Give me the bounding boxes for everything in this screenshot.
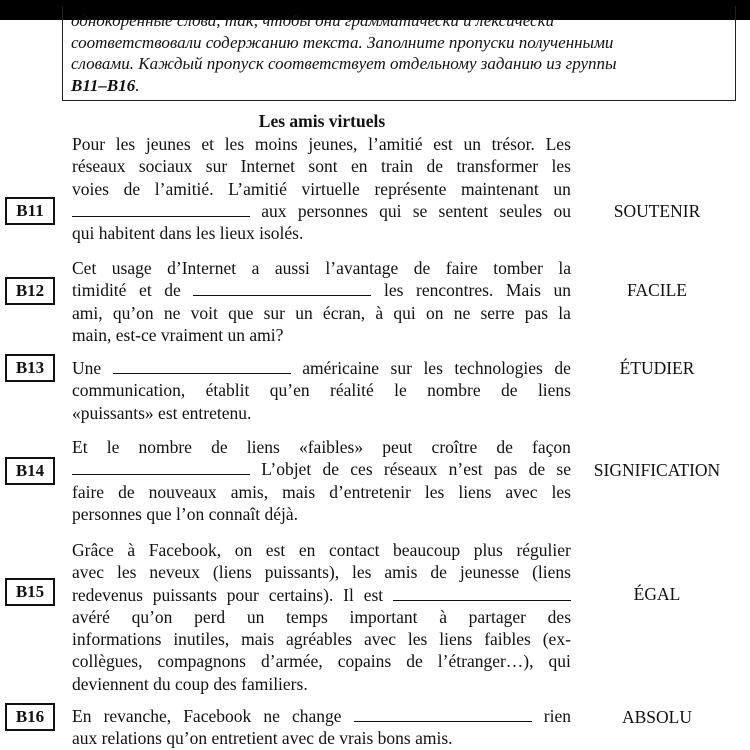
word: voit bbox=[190, 302, 218, 323]
text-line bbox=[72, 727, 571, 749]
word: plus bbox=[473, 540, 503, 560]
task-range: B11–B16 bbox=[71, 75, 136, 95]
word: on bbox=[426, 302, 444, 323]
word: rien bbox=[543, 706, 571, 726]
word: tomber bbox=[493, 258, 543, 278]
word: Facebook bbox=[183, 706, 252, 726]
word: Facebook, bbox=[148, 540, 222, 560]
word: de bbox=[528, 459, 546, 480]
word: contact bbox=[328, 540, 380, 560]
word: de bbox=[211, 437, 228, 457]
instructions-line-1: однокоренные слова, так, чтобы они грамматически и лексически bbox=[71, 11, 555, 30]
word: ne bbox=[453, 302, 471, 323]
word: sur bbox=[390, 358, 412, 378]
word: de bbox=[413, 258, 431, 278]
word: à bbox=[375, 302, 384, 323]
instructions-line-4 bbox=[71, 75, 727, 97]
text-line bbox=[72, 436, 571, 458]
word: Et bbox=[72, 437, 88, 457]
word: et bbox=[139, 280, 152, 301]
word: les bbox=[551, 156, 571, 177]
word: qui bbox=[379, 200, 402, 221]
text-line bbox=[72, 458, 571, 480]
answer-blank-b15[interactable] bbox=[393, 584, 571, 601]
text-line bbox=[72, 279, 571, 301]
word: temps bbox=[286, 606, 328, 627]
text-title: Les amis virtuels bbox=[258, 111, 386, 131]
word: voies bbox=[72, 178, 109, 199]
text-line bbox=[72, 628, 571, 650]
word: redevenus bbox=[72, 584, 143, 605]
instructions-box bbox=[62, 6, 736, 101]
word: les bbox=[423, 358, 443, 378]
task-code-label: B11 bbox=[5, 197, 55, 225]
word: certains). bbox=[268, 584, 334, 605]
word: Cet bbox=[72, 258, 97, 278]
word: «puissants» est entretenu. bbox=[72, 402, 252, 423]
word: américaine bbox=[302, 358, 379, 378]
word: sont bbox=[308, 156, 338, 177]
word: de bbox=[501, 380, 518, 401]
word: pour bbox=[226, 584, 259, 605]
word: liens bbox=[458, 481, 492, 502]
word: faibles bbox=[484, 629, 531, 650]
word: est bbox=[433, 134, 453, 154]
word: inutiles, bbox=[173, 629, 230, 650]
word: nombre bbox=[138, 437, 192, 457]
word: seules bbox=[499, 200, 543, 221]
answer-blank-b11[interactable] bbox=[72, 200, 250, 217]
word: jeunes bbox=[145, 134, 191, 154]
word: façon bbox=[532, 437, 571, 457]
word: aux relations qu’on entretient avec de vrais bons amis. bbox=[72, 728, 453, 749]
text-line bbox=[72, 539, 571, 561]
word: Internet bbox=[240, 156, 295, 177]
word: ces bbox=[350, 459, 373, 480]
word: a bbox=[251, 258, 260, 278]
word: nombre bbox=[427, 380, 481, 401]
word: liens bbox=[537, 380, 571, 401]
word: est bbox=[265, 540, 286, 560]
text-line bbox=[72, 155, 571, 177]
word: (ex- bbox=[542, 629, 571, 650]
word: régulier bbox=[516, 540, 571, 560]
word: faire bbox=[72, 481, 105, 502]
word: réseaux bbox=[383, 459, 438, 480]
word: avec bbox=[72, 562, 105, 583]
word: aussi bbox=[274, 258, 310, 278]
word: L’amitié bbox=[228, 178, 287, 199]
text-line bbox=[72, 402, 571, 424]
word: revanche, bbox=[103, 706, 172, 726]
word: représente bbox=[374, 178, 447, 199]
word: se bbox=[556, 459, 571, 480]
word: pas bbox=[524, 302, 549, 323]
word: qu’on bbox=[131, 606, 173, 627]
word: en bbox=[298, 540, 316, 560]
word: le bbox=[394, 380, 407, 401]
word: sur bbox=[263, 302, 285, 323]
word: train bbox=[380, 156, 414, 177]
text-line bbox=[72, 178, 571, 200]
word: peut bbox=[382, 437, 413, 457]
word: amis bbox=[384, 562, 418, 583]
word: L’objet bbox=[261, 459, 312, 480]
text-line bbox=[72, 357, 571, 379]
word: un bbox=[463, 134, 481, 154]
word: les bbox=[117, 562, 137, 583]
text-line bbox=[72, 379, 571, 401]
word: perd bbox=[194, 606, 226, 627]
word: beaucoup bbox=[393, 540, 461, 560]
text-line bbox=[72, 200, 571, 222]
paragraph-b13 bbox=[72, 357, 571, 424]
word: à bbox=[439, 606, 447, 627]
word: croître bbox=[431, 437, 478, 457]
word: qui bbox=[393, 302, 416, 323]
word: en bbox=[351, 156, 368, 177]
paragraph-b12 bbox=[72, 257, 571, 346]
word: timidité bbox=[72, 280, 127, 301]
task-code-label: B13 bbox=[5, 354, 55, 382]
text-line bbox=[72, 606, 571, 628]
word: les bbox=[352, 562, 372, 583]
word: trésor. bbox=[491, 134, 535, 154]
word: un bbox=[246, 606, 265, 627]
word: de bbox=[322, 459, 339, 480]
text-line bbox=[72, 302, 571, 324]
word: Il bbox=[343, 584, 354, 605]
instructions-line-3: словами. Каждый пропуск соответствует отдельному заданию из группы bbox=[71, 54, 617, 73]
instructions-period: . bbox=[135, 75, 140, 95]
word: sociaux bbox=[138, 156, 193, 177]
word: neveux bbox=[149, 562, 200, 583]
word: qu’on bbox=[112, 302, 154, 323]
word: agréables bbox=[286, 629, 353, 650]
word: serre bbox=[480, 302, 515, 323]
root-word: SOUTENIR bbox=[613, 201, 701, 221]
word: (liens bbox=[532, 562, 571, 583]
word: Mais bbox=[505, 280, 541, 301]
word: l’amitié bbox=[368, 134, 423, 154]
word: de bbox=[496, 437, 513, 457]
task-code-label: B14 bbox=[5, 457, 55, 485]
task-code-label: B12 bbox=[5, 277, 55, 305]
word: les bbox=[115, 134, 136, 154]
word: les bbox=[424, 481, 445, 502]
root-word: SIGNIFICATION bbox=[593, 460, 721, 480]
word: partager bbox=[468, 606, 526, 627]
word: on bbox=[234, 540, 253, 560]
word: qu’en bbox=[269, 380, 310, 401]
word: qui bbox=[548, 651, 571, 672]
word: copains bbox=[337, 651, 392, 672]
text-line bbox=[72, 133, 571, 155]
word: important bbox=[349, 606, 418, 627]
word: liens bbox=[246, 437, 280, 457]
word: l’amitié. bbox=[154, 178, 214, 199]
word: nouveaux bbox=[148, 481, 217, 502]
word: moins bbox=[254, 134, 298, 154]
word: de bbox=[164, 280, 181, 301]
root-word: FACILE bbox=[627, 280, 687, 300]
word: que bbox=[228, 302, 254, 323]
word: la bbox=[558, 258, 571, 278]
word: établit bbox=[205, 380, 250, 401]
word: un bbox=[553, 178, 571, 199]
word: rencontres. bbox=[416, 280, 494, 301]
word: qui habitent dans les lieux isolés. bbox=[72, 223, 304, 244]
word: les bbox=[551, 481, 571, 502]
word: personnes bbox=[297, 200, 368, 221]
word: ami, bbox=[72, 302, 103, 323]
word: la bbox=[558, 302, 571, 323]
paragraph-b15 bbox=[72, 539, 571, 695]
word: d’Internet bbox=[167, 258, 237, 278]
answer-blank-b14[interactable] bbox=[72, 458, 250, 475]
text-line bbox=[72, 650, 571, 672]
word: deviennent du coup des familiers. bbox=[72, 673, 308, 694]
paragraph-b16 bbox=[72, 705, 571, 750]
word: les bbox=[407, 629, 428, 650]
word: réseaux bbox=[72, 156, 126, 177]
instructions-line-2: соответствовали содержанию текста. Заполните пропуски полученными bbox=[71, 32, 614, 52]
word: d’armée, bbox=[261, 651, 323, 672]
word: le bbox=[106, 437, 120, 457]
root-word: ÉTUDIER bbox=[619, 358, 695, 378]
word: faire bbox=[445, 258, 478, 278]
word: informations bbox=[72, 629, 162, 650]
word: avec bbox=[363, 629, 397, 650]
root-word: ABSOLU bbox=[621, 707, 692, 727]
text-line bbox=[72, 324, 571, 346]
text-line bbox=[72, 481, 571, 503]
word: aux bbox=[261, 200, 287, 221]
word: de bbox=[123, 178, 141, 199]
word: réalité bbox=[330, 380, 374, 401]
word: de bbox=[430, 562, 447, 583]
word: Pour bbox=[72, 134, 106, 154]
word: est bbox=[363, 584, 384, 605]
word: l’avantage bbox=[325, 258, 399, 278]
root-word: ÉGAL bbox=[633, 584, 681, 604]
text-line bbox=[72, 561, 571, 583]
word: de bbox=[406, 651, 423, 672]
word: ne bbox=[263, 706, 280, 726]
word: avec bbox=[505, 481, 538, 502]
word: n’est bbox=[448, 459, 483, 480]
word: à bbox=[127, 540, 136, 560]
text-line bbox=[72, 257, 571, 279]
word: change bbox=[292, 706, 342, 726]
word: ou bbox=[553, 200, 571, 221]
word: main, est-ce vraiment un ami? bbox=[72, 324, 284, 345]
word: les bbox=[224, 134, 245, 154]
word: des bbox=[547, 606, 571, 627]
word: un bbox=[295, 302, 313, 323]
paragraph-b14 bbox=[72, 436, 571, 525]
word: «faibles» bbox=[298, 437, 364, 457]
word: jeunesse bbox=[459, 562, 520, 583]
text-line bbox=[72, 705, 571, 727]
word: et bbox=[201, 134, 214, 154]
word: compagnons bbox=[157, 651, 246, 672]
word: amis, bbox=[230, 481, 269, 502]
word: mais bbox=[241, 629, 275, 650]
answer-blank-b13[interactable] bbox=[113, 357, 291, 374]
text-line bbox=[72, 584, 571, 606]
word: mais bbox=[282, 481, 316, 502]
word: En bbox=[72, 706, 92, 726]
word: puissants), bbox=[264, 562, 340, 583]
word: personnes que l’on connaît déjà. bbox=[72, 503, 298, 524]
word: de bbox=[118, 481, 135, 502]
word: liens bbox=[439, 629, 473, 650]
word: jeunes, bbox=[308, 134, 358, 154]
word: de bbox=[554, 358, 571, 378]
word: communication, bbox=[72, 380, 186, 401]
word: transformer bbox=[456, 156, 539, 177]
word: virtuelle bbox=[301, 178, 360, 199]
word: sentent bbox=[438, 200, 489, 221]
word: avéré bbox=[72, 606, 110, 627]
word: de bbox=[426, 156, 444, 177]
word: ne bbox=[163, 302, 181, 323]
word: pas bbox=[493, 459, 518, 480]
word: Grâce bbox=[72, 540, 114, 560]
word: Une bbox=[72, 358, 102, 378]
answer-blank-b16[interactable] bbox=[354, 705, 532, 722]
word: Les bbox=[545, 134, 571, 154]
word: écran, bbox=[322, 302, 366, 323]
word: un bbox=[553, 280, 571, 301]
word: l’étranger…), bbox=[437, 651, 534, 672]
text-line bbox=[72, 673, 571, 695]
word: usage bbox=[111, 258, 152, 278]
answer-blank-b12[interactable] bbox=[193, 279, 371, 296]
word: puissants bbox=[152, 584, 217, 605]
word: collègues, bbox=[72, 651, 143, 672]
task-code-label: B16 bbox=[5, 703, 55, 731]
word: (liens bbox=[212, 562, 252, 583]
word: se bbox=[412, 200, 428, 221]
text-line bbox=[72, 503, 571, 525]
paragraph-b11 bbox=[72, 133, 571, 244]
word: les bbox=[384, 280, 404, 301]
task-code-label: B15 bbox=[5, 578, 55, 606]
text-line bbox=[72, 222, 571, 244]
word: technologies bbox=[454, 358, 543, 378]
word: maintenant bbox=[461, 178, 539, 199]
word: d’entretenir bbox=[329, 481, 411, 502]
word: sur bbox=[205, 156, 228, 177]
